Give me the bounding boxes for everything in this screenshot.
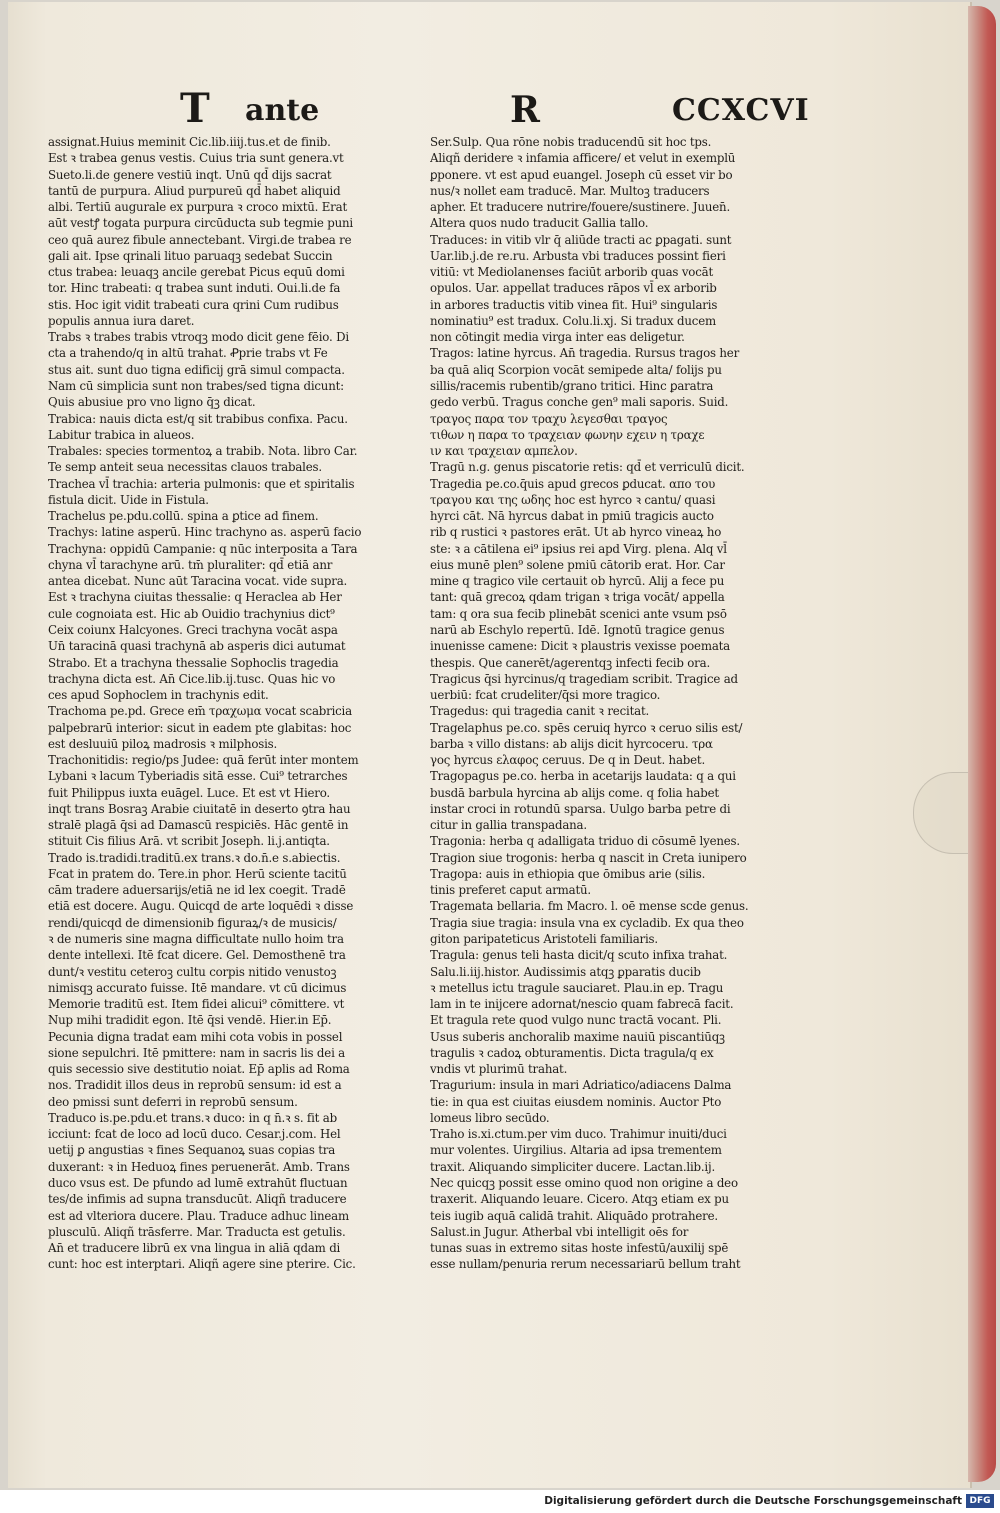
text-line: Traduces: in vitib vlr q̄ aliūde tracti ac ꝑpagati. sunt [430,232,732,247]
text-line: ιν και τραχειαν αμπελον. [430,444,578,459]
text-line: inuenisse camene: Dicit ꝛ plaustris vexisse poemata [430,639,731,654]
text-line: Un̄ taracinā quasi trachynā ab asperis dici autumat [48,639,346,654]
text-line: nimisqꝫ accurato fuisse. Itē mandare. vt cū dicimus [48,980,347,995]
text-line: giton paripateticus Aristoteli familiaris. [430,932,658,947]
text-line: sillis/racemis rubentib/grano tritici. Hinc ꝑaratra [430,378,714,393]
text-line: narū ab Eschylo repertū. Idē. Ignotū tragice genus [430,622,725,637]
text-line: Tragopagus pe.co. herba in acetarijs laudata: q a qui [430,769,736,784]
text-line: Usus suberis anchoralib maxime nauiū piscantiūqꝫ [430,1029,725,1044]
text-line: thespis. Que canerēt/agerentqꝫ infecti fecib ora. [430,655,711,670]
text-line: Fcat in pratem do. Tere.in phor. Herū sciente tacitū [48,866,347,881]
text-line: Tragū n.g. genus piscatorie retis: qd̄ et verriculū dicit. [430,460,745,475]
text-line: Tragemata bellaria. fm Macro. l. oē mense scde genus. [430,899,749,914]
text-line: gali ait. Ipse qrinali lituo paruaqꝫ sedebat Succin [48,248,333,263]
header-initial: T [180,85,210,132]
text-line: Tragopa: auis in ethiopia que ōmibus arie (silis. [430,866,706,881]
text-line: trachyna dicta est. An̄ Cice.lib.ij.tusc. Quas hic vo [48,671,336,686]
text-line: Tragion siue trogonis: herba q nascit in Creta iunipero [430,850,747,865]
running-header [180,85,810,135]
text-line: ctus trabea: leuaqꝫ ancile gerebat Picus equū domi [48,265,345,280]
text-line: tant: quā grecoꝝ qdam trigan ꝛ triga vocāt/ appella [430,590,725,605]
text-line: ꝛ metellus ictu tragule sauciaret. Plau.in ep. Tragu [430,980,724,995]
text-line: Nec quicqꝫ possit esse omino quod non origine a deo [430,1176,738,1190]
text-line: etiā est docere. Augu. Quicqd de arte loquēdi ꝛ disse [48,899,354,914]
text-line: Traduco is.pe.pdu.et trans.ꝛ duco: in q n̄.ꝛ s. fit ab [48,1110,337,1125]
text-line: uetij ꝑ angustias ꝛ fines Sequanoꝝ suas copias tra [48,1143,336,1158]
text-line: populis annua iura daret. [48,313,195,328]
text-line: rib q rustici ꝛ pastores erāt. Ut ab hyrco vineaꝝ ho [430,525,722,540]
text-line: Tragedus: qui tragedia canit ꝛ recitat. [430,704,650,719]
text-line: antea dicebat. Nunc aūt Taracina vocat. vide supra. [48,574,348,589]
text-line: esse nullam/penuria rerum necessariarū bellum traht [430,1257,741,1272]
text-line: cunt: hoc est interptari. Aliqñ agere sine pterire. Cic. [48,1257,356,1272]
text-line: inqt trans Bosraꝫ Arabie ciuitatē in deserto ꝯtra hau [48,801,351,816]
text-line: icciunt: fcat de loco ad locū duco. Cesar.j.com. Hel [48,1127,341,1142]
text-line: est desluuiū piloꝝ madrosis ꝛ milphosis. [48,736,278,751]
text-line: nos. Tradidit illos deus in reprobū sensum: id est a [48,1078,342,1093]
text-line: nominatiu⁹ est tradux. Colu.li.xj. Si tradux ducem [430,313,716,328]
text-line: Te semp anteit seua necessitas clauos trabales. [48,460,322,475]
text-line: fuit Philippus iuxta euāgel. Luce. Et est vt Hiero. [48,785,330,800]
text-line: Traho is.xi.ctum.per vim duco. Trahimur inuiti/duci [430,1127,727,1142]
text-line: Sueto.li.de genere vestiū inqt. Unū qd̄ dijs sacrat [48,167,332,182]
text-line: eius munē plen⁹ solene pmiū cātorib erat. Hor. Car [430,557,725,572]
text-line: Tragurium: insula in mari Adriatico/adiacens Dalma [430,1078,732,1093]
text-line: traxerit. Aliquando leuare. Cicero. Atqꝫ etiam ex pu [430,1192,729,1207]
text-line: Lybani ꝛ lacum Tyberiadis sitā esse. Cui⁹ tetrarches [48,769,348,784]
text-line: tantū de purpura. Aliud purpureū qd̄ habet aliquid [48,183,341,198]
text-line: chyna vl̄ tarachyne arū. tm̄ pluraliter: qd̄ etiā anr [48,557,333,572]
text-line: ꝑponere. vt est apud euangel. Joseph cū esset vir bo [430,167,733,182]
text-line: Trachoma pe.pd. Grece em̄ τραχωμα vocat scabricia [48,704,352,719]
text-line: teis iugib aquā calidā trahit. Aliquādo protrahere. [430,1208,718,1223]
text-line: Strabo. Et a trachyna thessalie Sophoclis tragedia [48,655,339,670]
text-line: τραγου και της ωδης hoc est hyrco ꝛ cantu/ quasi [430,492,716,507]
text-line: stus ait. sunt duo tigna edificij grā simul compacta. [48,362,345,377]
text-line: Tragos: latine hyrcus. An̄ tragedia. Rursus tragos her [430,346,740,361]
text-line: cām tradere aduersarijs/etiā ne id lex coegit. Tradē [48,883,346,898]
text-line: Trabs ꝛ trabes trabis vtroqꝫ modo dicit gene fēio. Di [48,330,349,345]
text-line: duxerant: ꝛ in Heduoꝝ fines peruenerāt. Amb. Trans [48,1159,350,1174]
text-line: lomeus libro secūdo. [430,1110,550,1125]
text-line: Trabales: species tormentoꝝ a trabib. Nota. libro Car. [48,444,358,459]
text-line: duco vsus est. De pfundo ad lumē extrahūt fluctuan [48,1176,348,1190]
footer-bar [0,1490,1000,1513]
text-line: opulos. Uar. appellat traduces rāpos vl̄ ex arborib [430,281,717,296]
text-line: tie: in qua est ciuitas eiusdem nominis. Auctor Pto [430,1094,722,1109]
text-line: plusculū. Aliqñ trāsferre. Mar. Traducta est getulis. [48,1224,346,1239]
text-line: lam in te inijcere adornat/nescio quam fabrecā facit. [430,997,734,1012]
text-line: busdā barbula hyrcina ab alijs come. q folia habet [430,785,719,800]
left-column [48,134,413,1273]
text-line: mine q tragico vile certauit ob hyrcū. Alij a fece pu [430,574,725,589]
text-line: deo pmissi sunt deferri in reprobū sensum. [48,1094,298,1109]
text-line: quis secessio sive destitutio noiat. Ep̄ aplis ad Roma [48,1062,350,1077]
dfg-logo: DFG [966,1494,994,1508]
text-line: ces apud Sophoclem in trachynis edit. [48,688,269,703]
text-line: tinis preferet caput armatū. [430,883,591,898]
text-line: palpebrarū interior: sicut in eadem pte glabitas: hoc [48,720,352,735]
header-word: ante [245,93,320,128]
text-line: rendi/quicqd de dimensionib figuraꝝ/ꝛ de musicis/ [48,915,337,930]
text-line: cta a trahendo/q in altū trahat. Ꝓprie trabs vt Fe [48,346,328,361]
text-line: hyrci cāt. Nā hyrcus dabat in pmiū tragicis aucto [430,509,714,524]
text-line: dente intellexi. Itē fcat dicere. Gel. Demosthenē tra [48,948,346,963]
text-line: Est ꝛ trabea genus vestis. Cuius tria sunt genera.vt [48,151,344,166]
text-line: tunas suas in extremo sitas hoste infestū/auxilij spē [430,1241,729,1256]
text-line: fistula dicit. Uide in Fistula. [48,492,209,507]
text-line: stis. Hoc igit vidit trabeati cura qrini Cum rudibus [48,297,339,312]
text-line: Tragicus q̄si hyrcinus/q tragediam scribit. Tragice ad [430,671,738,686]
text-line: mur volentes. Uirgilius. Altaria ad ipsa trementem [430,1143,722,1158]
text-line: ceo quā aurez fibule annectebant. Virgi.de trabea re [48,232,352,247]
text-line: Pecunia digna tradat eam mihi cota vobis in possel [48,1029,343,1044]
text-line: tragulis ꝛ cadoꝝ obturamentis. Dicta tragula/q ex [430,1045,714,1060]
text-line: Ceix coiunx Halcyones. Greci trachyna vocāt aspa [48,622,338,637]
text-line: Trachelus pe.pdu.collū. spina a ꝑtice ad finem. [48,509,319,524]
text-line: tor. Hinc trabeati: q trabea sunt induti. Oui.li.de fa [48,281,341,296]
text-line: tes/de infimis ad supna transducūt. Aliqñ traducere [48,1192,347,1207]
text-line: albi. Tertiū augurale ex purpura ꝛ croco mixtū. Erat [48,200,347,215]
text-line: Et tragula rete quod vulgo nunc tractā vocant. Pli. [430,1013,722,1028]
text-line: assignat.Huius meminit Cic.lib.iiij.tus.et de finib. [48,135,331,149]
text-line: Labitur trabica in alueos. [48,427,195,442]
text-line: vndis vt plurimū trahat. [430,1062,568,1077]
text-line: Tragia siue tragia: insula vna ex cycladib. Ex qua theo [430,915,744,930]
text-line: Tragula: genus teli hasta dicit/q scuto infixa trahat. [430,948,728,963]
text-line: stituit Cis filius Arā. vt scribit Joseph. li.j.antiqta. [48,834,330,849]
text-line: Tragelaphus pe.co. spēs ceruiq hyrco ꝛ ceruo silis est/ [430,720,743,735]
text-line: tam: q ora sua fecib plinebāt scenici ante vsum psō [430,606,727,621]
text-line: Aliqñ deridere ꝛ infamia afficere/ et velut in exemplū [430,151,736,166]
text-line: apher. Et traducere nutrire/fouere/sustinere. Juuen̄. [430,200,730,215]
text-line: citur in gallia transpadana. [430,818,587,833]
text-line: Trachonitidis: regio/ps Judee: quā ferūt inter montem [48,753,359,768]
text-line: instar croci in rotundū sparsa. Uulgo barba petre di [430,801,731,816]
text-line: ste: ꝛ a cātilena ei⁹ ipsius rei apd Virg. plena. Alq vl̄ [430,541,727,556]
text-line: traxit. Aliquando simpliciter ducere. Lactan.lib.ij. [430,1159,716,1174]
text-line: Ser.Sulp. Qua rōne nobis traducendū sit hoc tps. [430,135,712,149]
text-line: Trachea vl̄ trachia: arteria pulmonis: que et spiritalis [48,476,355,491]
text-line: Nam cū simplicia sunt non trabes/sed tigna dicunt: [48,378,344,393]
text-line: Uar.lib.j.de re.ru. Arbusta vbi traduces possint fieri [430,248,726,263]
right-column [430,134,802,1273]
text-line: Est ꝛ trachyna ciuitas thessalie: q Heraclea ab Her [48,590,342,605]
text-line: est ad vlteriora ducere. Plau. Traduce adhuc lineam [48,1208,349,1223]
text-line: Altera quos nudo traducit Gallia tallo. [430,216,649,231]
text-line: τραγος παρα τον τραχυ λεγεσθαι τραγος [430,411,668,426]
text-line: in arbores traductis vitib vinea fit. Hui⁹ singularis [430,297,718,312]
text-line: gedo verbū. Tragus conche gen⁹ mali saporis. Suid. [430,395,729,410]
text-line: sione sepulchri. Itē pmittere: nam in sacris lis dei a [48,1045,346,1060]
text-line: aūt vestꝭ togata purpura circūducta sub tegmie puni [48,216,353,231]
text-line: Trachys: latine asperū. Hinc trachyno as. asperū facio [48,525,362,540]
text-line: barba ꝛ villo distans: ab alijs dicit hyrcoceru. τρα [430,736,713,751]
text-line: Trachyna: oppidū Campanie: q nūc interposita a Tara [48,541,358,556]
red-page-edge [968,6,996,1482]
text-line: τιθων η παρα το τραχειαν φωνην εχειν η τραχε [430,427,705,442]
text-line: cule cognoiata est. Hic ab Ouidio trachynius dict⁹ [48,606,335,621]
text-line: dunt/ꝛ vestitu ceteroꝫ cultu corpis nitido venustoꝫ [48,964,337,979]
text-line: Salust.in Jugur. Atherbal vbi intelligit oēs for [430,1224,689,1239]
text-line: Memorie traditū est. Item fidei alicui⁹ cōmittere. vt [48,997,345,1012]
text-line: Tragedia pe.co.q̄uis apud grecos ꝑducat. απο του [430,476,716,491]
text-line: Nup mihi tradidit egon. Itē q̄si vendē. Hier.in Ep̄. [48,1013,332,1028]
text-line: Tragonia: herba q adalligata triduo di cōsumē lyenes. [430,834,740,849]
text-line: Quis abusiue pro vno ligno q̄ꝫ dicat. [48,395,256,410]
text-line: Trabica: nauis dicta est/q sit trabibus confixa. Pacu. [48,411,348,426]
text-line: vitiū: vt Mediolanenses faciūt arborib quas vocāt [430,265,713,280]
text-line: Salu.li.iij.histor. Audissimis atqꝫ ꝑparatis ducib [430,964,701,979]
text-line: An̄ et traducere librū ex vna lingua in aliā qdam di [48,1241,341,1256]
header-letter: R [510,89,540,131]
text-line: ba quā aliq Scorpion vocāt semipede alta/ folijs pu [430,362,722,377]
text-line: uerbiū: fcat crudeliter/q̄si more tragico. [430,688,661,703]
text-line: γος hyrcus ελαφος ceruus. De q in Deut. habet. [430,753,706,768]
text-line: ꝛ de numeris sine magna difficultate nullo hoim tra [48,932,344,947]
text-line: non cōtingit media virga inter eas deligetur. [430,330,685,345]
folio-number: CCXCVI [672,93,810,128]
funding-note: Digitalisierung gefördert durch die Deutsche Forschungsgemeinschaft [544,1495,962,1507]
text-line: Trado is.tradidi.traditū.ex trans.ꝛ do.n̄.e s.abiectis. [48,850,341,865]
text-line: nus/ꝛ nollet eam traducē. Mar. Multoꝫ traducers [430,183,710,198]
text-line: stralē plagā q̄si ad Damascū respiciēs. Hāc gentē in [48,818,349,833]
